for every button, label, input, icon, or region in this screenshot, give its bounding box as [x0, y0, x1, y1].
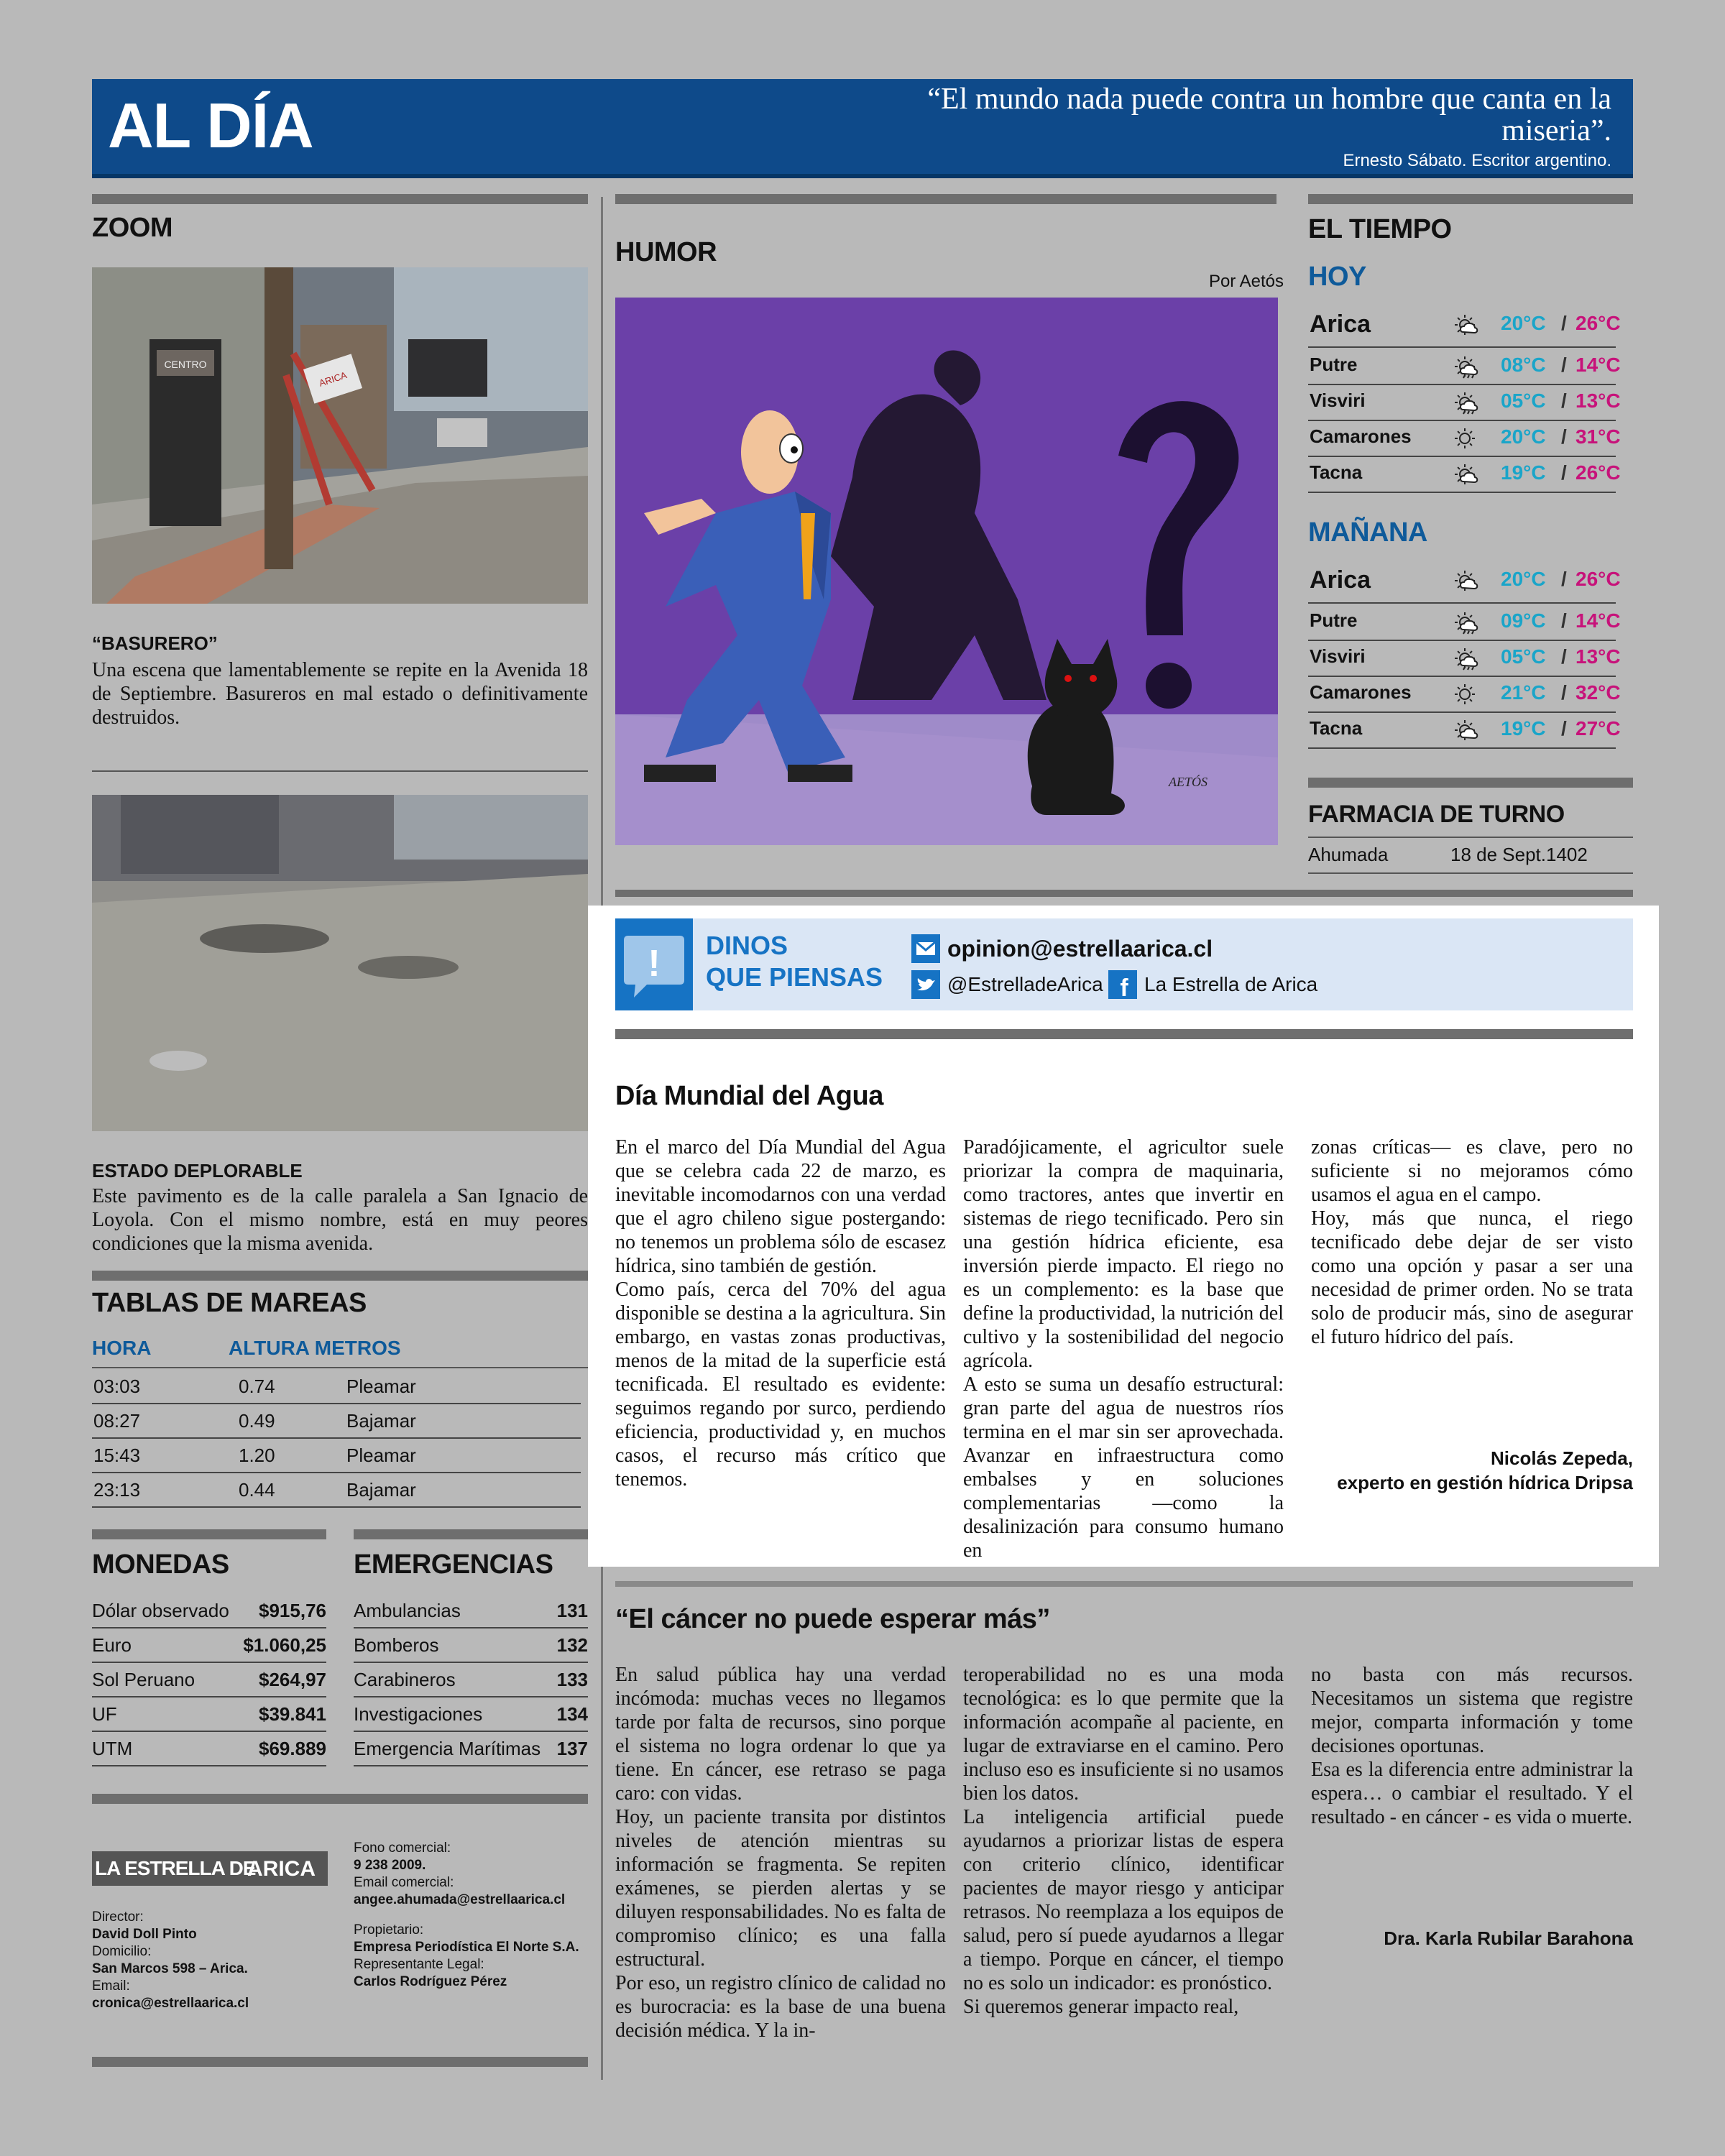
weather-max-temp: 26°C — [1576, 568, 1621, 590]
tide-hour: 08:27 — [93, 1410, 141, 1432]
partly-sunny-icon — [1453, 463, 1479, 484]
email-icon — [911, 934, 940, 963]
weather-separator: / — [1561, 354, 1567, 376]
photo2-caption: Este pavimento es de la calle paralela a San Ignacio de Loyola. Con el mismo nombre, está en muy peores condiciones que la misma avenida. — [92, 1185, 588, 1255]
tides-col-height: ALTURA METROS — [229, 1337, 401, 1359]
partly-sunny-icon — [1453, 719, 1479, 740]
weather-separator: / — [1561, 609, 1567, 632]
divider — [1308, 837, 1633, 838]
weather-city: Visviri — [1310, 645, 1366, 667]
header-quote: “El mundo nada puede contra un hombre que canta en la miseria”. — [927, 83, 1611, 147]
weather-separator: / — [1561, 681, 1567, 704]
zoom-photo-pavement — [92, 795, 588, 1131]
emergency-name: Bomberos — [354, 1634, 439, 1656]
header-quote-author: Ernesto Sábato. Escritor argentino. — [1343, 151, 1611, 170]
weather-separator: / — [1561, 312, 1567, 334]
photo1-caption-title: “BASURERO” — [92, 632, 218, 654]
photo1-caption: Una escena que lamentablemente se repite en la Avenida 18 de Septiembre. Basureros en mal estado o definitivamente destruidos. — [92, 659, 588, 729]
legal-label: Representante Legal: — [354, 1957, 484, 1972]
article1-author-role: experto en gestión hídrica Dripsa — [1337, 1472, 1633, 1493]
currencies-title: MONEDAS — [92, 1549, 229, 1580]
divider — [1308, 778, 1633, 788]
pharmacy-name: Ahumada — [1308, 844, 1389, 865]
divider — [615, 890, 1633, 897]
currency-name: Sol Peruano — [92, 1669, 196, 1690]
emergency-number: 137 — [556, 1738, 588, 1759]
table-row — [354, 1697, 588, 1732]
table-row — [92, 1473, 581, 1508]
currency-value: $39.841 — [259, 1703, 326, 1725]
weather-separator: / — [1561, 461, 1567, 484]
weather-title: EL TIEMPO — [1308, 214, 1452, 244]
weather-city: Tacna — [1310, 717, 1363, 739]
table-row — [354, 1628, 588, 1663]
emergencies-title: EMERGENCIAS — [354, 1549, 553, 1580]
pharmacy-address: 18 de Sept.1402 — [1450, 844, 1588, 865]
weather-min-temp: 20°C — [1501, 425, 1546, 448]
weather-max-temp: 26°C — [1576, 312, 1621, 334]
divider — [92, 2057, 588, 2067]
currency-value: $264,97 — [259, 1669, 326, 1690]
weather-row — [1308, 640, 1621, 677]
dinos-title-line2: QUE PIENSAS — [706, 962, 883, 992]
weather-row — [1308, 711, 1621, 749]
currency-value: $1.060,25 — [243, 1634, 326, 1656]
divider — [615, 1029, 1633, 1039]
table-row — [92, 1732, 326, 1766]
facebook-icon — [1108, 970, 1137, 999]
emergency-number: 133 — [556, 1669, 588, 1690]
table-row — [92, 1594, 326, 1628]
weather-row — [1308, 306, 1621, 348]
article2-author: Dra. Karla Rubilar Barahona — [1384, 1927, 1633, 1949]
currency-value: $69.889 — [259, 1738, 326, 1759]
weather-max-temp: 14°C — [1576, 354, 1621, 376]
article1-column-3: zonas críticas— es clave, pero no suficiente si no mejoramos cómo usamos el agua en el campo. Hoy, más que nunca, el riego tecnificado debe dejar de ser visto como una opción y pasar a ser una necesidad de primer orden. No se trata solo de producir más, sino de asegurar el futuro hídrico del país. — [1311, 1136, 1633, 1348]
divider — [92, 1271, 588, 1281]
sunny-icon — [1453, 427, 1479, 448]
table-row — [92, 1663, 326, 1697]
tides-title: TABLAS DE MAREAS — [92, 1288, 367, 1318]
tide-type: Pleamar — [346, 1376, 416, 1397]
dinos-title-line1: DINOS — [706, 931, 788, 960]
emergency-name: Ambulancias — [354, 1600, 461, 1621]
tide-height: 0.44 — [239, 1479, 275, 1501]
address-label: Domicilio: — [92, 1944, 152, 1959]
weather-separator: / — [1561, 645, 1567, 668]
weather-tomorrow-label: MAÑANA — [1308, 517, 1427, 548]
emergency-name: Emergencia Marítimas — [354, 1738, 541, 1759]
cartoon-signature: AETÓS — [1169, 775, 1208, 789]
owner: Empresa Periodística El Norte S.A. — [354, 1940, 579, 1955]
article1-column-1: En el marco del Día Mundial del Agua que se celebra cada 22 de marzo, es inevitable incomodarnos con una verdad que el agro chileno sigue postergando: no tenemos un problema sólo de escasez hídrica, sino también de gestión. Como país, cerca del 70% del agua disponible se destina a la agricultura. Sin embargo, en vastas zonas productivas, menos de la mitad de la superficie está tecnificada. El resultado es evidente: seguimos regando por surco, perdiendo eficiencia, productividad y, en muchos casos, el recurso más crítico que tenemos. — [615, 1136, 946, 1491]
weather-max-temp: 13°C — [1576, 645, 1621, 668]
table-row — [354, 1732, 588, 1766]
divider — [1308, 194, 1633, 204]
weather-min-temp: 21°C — [1501, 681, 1546, 704]
table-row — [354, 1594, 588, 1628]
table-row — [92, 1439, 581, 1473]
weather-separator: / — [1561, 425, 1567, 448]
article2-column-2: teroperabilidad no es una moda tecnológica: es lo que permite que la información acompañe al paciente, en lugar de extraviarse en el camino. Pero incluso eso es insuficiente si no usamos bien los datos. La inteligencia artificial puede ayudarnos a priorizar listas de espera con criterio clínico, identificar pacientes de mayor riesgo y anticipar retrasos. No reemplaza a los equipos de salud, pero sí puede ayudarnos a llegar a tiempo. Porque en cáncer, el tiempo no es solo un indicador: es pronóstico. Si queremos generar impacto real, — [963, 1664, 1284, 2018]
tide-hour: 23:13 — [93, 1479, 141, 1501]
weather-separator: / — [1561, 390, 1567, 412]
legal-representative: Carlos Rodríguez Pérez — [354, 1974, 507, 1989]
table-row — [92, 1628, 326, 1663]
table-row — [354, 1663, 588, 1697]
weather-row — [1308, 604, 1621, 641]
article1-title: Día Mundial del Agua — [615, 1081, 883, 1111]
table-row — [92, 1370, 581, 1404]
divider — [615, 194, 1276, 204]
tide-type: Pleamar — [346, 1445, 416, 1466]
weather-today-label: HOY — [1308, 262, 1366, 292]
phone: 9 238 2009. — [354, 1858, 426, 1873]
tides-col-hour: HORA — [92, 1337, 152, 1359]
weather-min-temp: 20°C — [1501, 568, 1546, 590]
commercial-email-label: Email comercial: — [354, 1875, 454, 1890]
emergency-number: 134 — [556, 1703, 588, 1725]
weather-city: Camarones — [1310, 681, 1412, 703]
weather-city: Camarones — [1310, 425, 1412, 447]
weather-row — [1308, 676, 1621, 713]
weather-max-temp: 26°C — [1576, 461, 1621, 484]
divider — [92, 194, 588, 204]
weather-min-temp: 19°C — [1501, 461, 1546, 484]
commercial-email: angee.ahumada@estrellaarica.cl — [354, 1892, 566, 1907]
weather-city: Visviri — [1310, 390, 1366, 411]
partly-sunny-icon — [1453, 313, 1479, 335]
rain-sun-icon — [1453, 391, 1479, 413]
director-label: Director: — [92, 1909, 144, 1925]
zoom-photo-basurero — [92, 267, 588, 604]
rain-sun-icon — [1453, 355, 1479, 377]
email-label: Email: — [92, 1978, 130, 1994]
weather-min-temp: 05°C — [1501, 390, 1546, 412]
table-row — [92, 1404, 581, 1439]
speech-bubble-glyph: ! — [648, 943, 661, 985]
tide-type: Bajamar — [346, 1479, 416, 1501]
weather-row — [1308, 420, 1621, 457]
tide-hour: 15:43 — [93, 1445, 141, 1466]
weather-row — [1308, 384, 1621, 421]
article2-column-1: En salud pública hay una verdad incómoda: muchas veces no llegamos tarde por falta de recursos, sino porque el sistema no logra ordenar lo que ya tiene. En cáncer, ese retraso se paga caro: con vidas. Hoy, un paciente transita por distintos niveles de atención mientras su información se fragmenta. Se repiten exámenes, se pierden alertas y se diluyen responsabilidades. No es falta de compromiso clínico; es una falla estructural. Por eso, un registro clínico de calidad no es burocracia: es la base de una buena decisión médica. Y la in- — [615, 1664, 946, 2042]
logo-text-a: LA ESTRELLA DE — [95, 1857, 256, 1879]
currency-name: Euro — [92, 1634, 132, 1656]
tide-type: Bajamar — [346, 1410, 416, 1432]
opinion-email-link[interactable]: opinion@estrellaarica.cl — [947, 936, 1213, 962]
rain-sun-icon — [1453, 647, 1479, 668]
address: San Marcos 598 – Arica. — [92, 1961, 248, 1976]
sunny-icon — [1453, 683, 1479, 704]
facebook-page-link[interactable]: La Estrella de Arica — [1144, 973, 1318, 995]
article1-signature — [1311, 1446, 1633, 1495]
emergency-number: 131 — [556, 1600, 588, 1621]
article1-author: Nicolás Zepeda, — [1491, 1447, 1633, 1469]
humor-credit: Por Aetós — [1208, 272, 1284, 291]
rain-sun-icon — [1453, 611, 1479, 632]
dinos-que-piensas-banner — [615, 918, 1633, 1010]
director-name: David Doll Pinto — [92, 1927, 197, 1942]
sign-text: CENTRO — [164, 359, 207, 370]
divider — [92, 770, 588, 772]
article1-column-2: Paradójicamente, el agricultor suele priorizar la compra de maquinaria, como tractores, antes que invertir en sistemas de riego tecnificado. Pero sin una gestión hídrica eficiente, esa inversión pierde impacto. El riego no es un complemento: es la base que define la productividad, la nutrición del cultivo y la sostenibilidad del negocio agrícola. A esto se suma un desafío estructural: gran parte del agua de nuestros ríos termina en el mar sin ser aprovechada. Avanzar en infraestructura como embalses y en soluciones complementarias —como la desalinización para consumo humano en — [963, 1136, 1284, 1562]
weather-min-temp: 09°C — [1501, 609, 1546, 632]
weather-city: Putre — [1310, 609, 1358, 631]
article2-column-3: no basta con más recursos. Necesitamos un sistema que registre mejor, comparta información y tome decisiones oportunas. Esa es la diferencia entre administrar la espera… o cambiar el resultado. Y el resultado - en cáncer - es vida o muerte. — [1311, 1664, 1633, 1828]
divider — [92, 1529, 326, 1539]
bin-sign-text: ARICA — [317, 369, 349, 389]
facebook-glyph: f — [1120, 975, 1128, 999]
weather-city: Putre — [1310, 354, 1358, 375]
speech-bubble-icon — [615, 918, 693, 1010]
tide-hour: 03:03 — [93, 1376, 141, 1397]
currency-name: Dólar observado — [92, 1600, 229, 1621]
humor-cartoon — [615, 298, 1278, 845]
humor-title: HUMOR — [615, 237, 717, 267]
twitter-handle-link[interactable]: @EstrelladeArica — [947, 973, 1103, 995]
weather-city: Arica — [1310, 310, 1371, 338]
twitter-icon — [911, 970, 940, 999]
weather-max-temp: 32°C — [1576, 681, 1621, 704]
table-row — [92, 1697, 326, 1732]
section-header — [92, 79, 1633, 178]
phone-label: Fono comercial: — [354, 1841, 451, 1856]
tide-height: 1.20 — [239, 1445, 275, 1466]
divider — [92, 1794, 588, 1804]
partly-sunny-icon — [1453, 569, 1479, 591]
weather-row — [1308, 456, 1621, 493]
currency-name: UF — [92, 1703, 117, 1725]
owner-label: Propietario: — [354, 1922, 424, 1938]
emergency-name: Investigaciones — [354, 1703, 483, 1725]
weather-city: Tacna — [1310, 461, 1363, 483]
weather-min-temp: 05°C — [1501, 645, 1546, 668]
weather-min-temp: 19°C — [1501, 717, 1546, 740]
weather-max-temp: 14°C — [1576, 609, 1621, 632]
emergency-name: Carabineros — [354, 1669, 456, 1690]
weather-row — [1308, 562, 1621, 604]
section-name: AL DÍA — [108, 90, 313, 161]
newspaper-logo — [92, 1851, 328, 1886]
pharmacy-title: FARMACIA DE TURNO — [1308, 801, 1565, 828]
divider — [1308, 872, 1633, 874]
divider — [615, 1581, 1633, 1587]
email: cronica@estrellaarica.cl — [92, 1996, 249, 2011]
weather-max-temp: 27°C — [1576, 717, 1621, 740]
weather-min-temp: 08°C — [1501, 354, 1546, 376]
weather-max-temp: 13°C — [1576, 390, 1621, 412]
emergency-number: 132 — [556, 1634, 588, 1656]
weather-city: Arica — [1310, 566, 1371, 594]
divider — [354, 1529, 588, 1539]
weather-max-temp: 31°C — [1576, 425, 1621, 448]
weather-row — [1308, 348, 1621, 385]
logo-text-b: ARICA — [247, 1857, 316, 1881]
photo2-caption-title: ESTADO DEPLORABLE — [92, 1160, 303, 1181]
currency-name: UTM — [92, 1738, 133, 1759]
zoom-title: ZOOM — [92, 213, 172, 243]
weather-min-temp: 20°C — [1501, 312, 1546, 334]
weather-separator: / — [1561, 568, 1567, 590]
weather-separator: / — [1561, 717, 1567, 740]
currency-value: $915,76 — [259, 1600, 326, 1621]
tide-height: 0.74 — [239, 1376, 275, 1397]
article2-title: “El cáncer no puede esperar más” — [615, 1604, 1050, 1634]
dinos-title — [706, 930, 883, 993]
divider — [92, 1367, 588, 1368]
tide-height: 0.49 — [239, 1410, 275, 1432]
